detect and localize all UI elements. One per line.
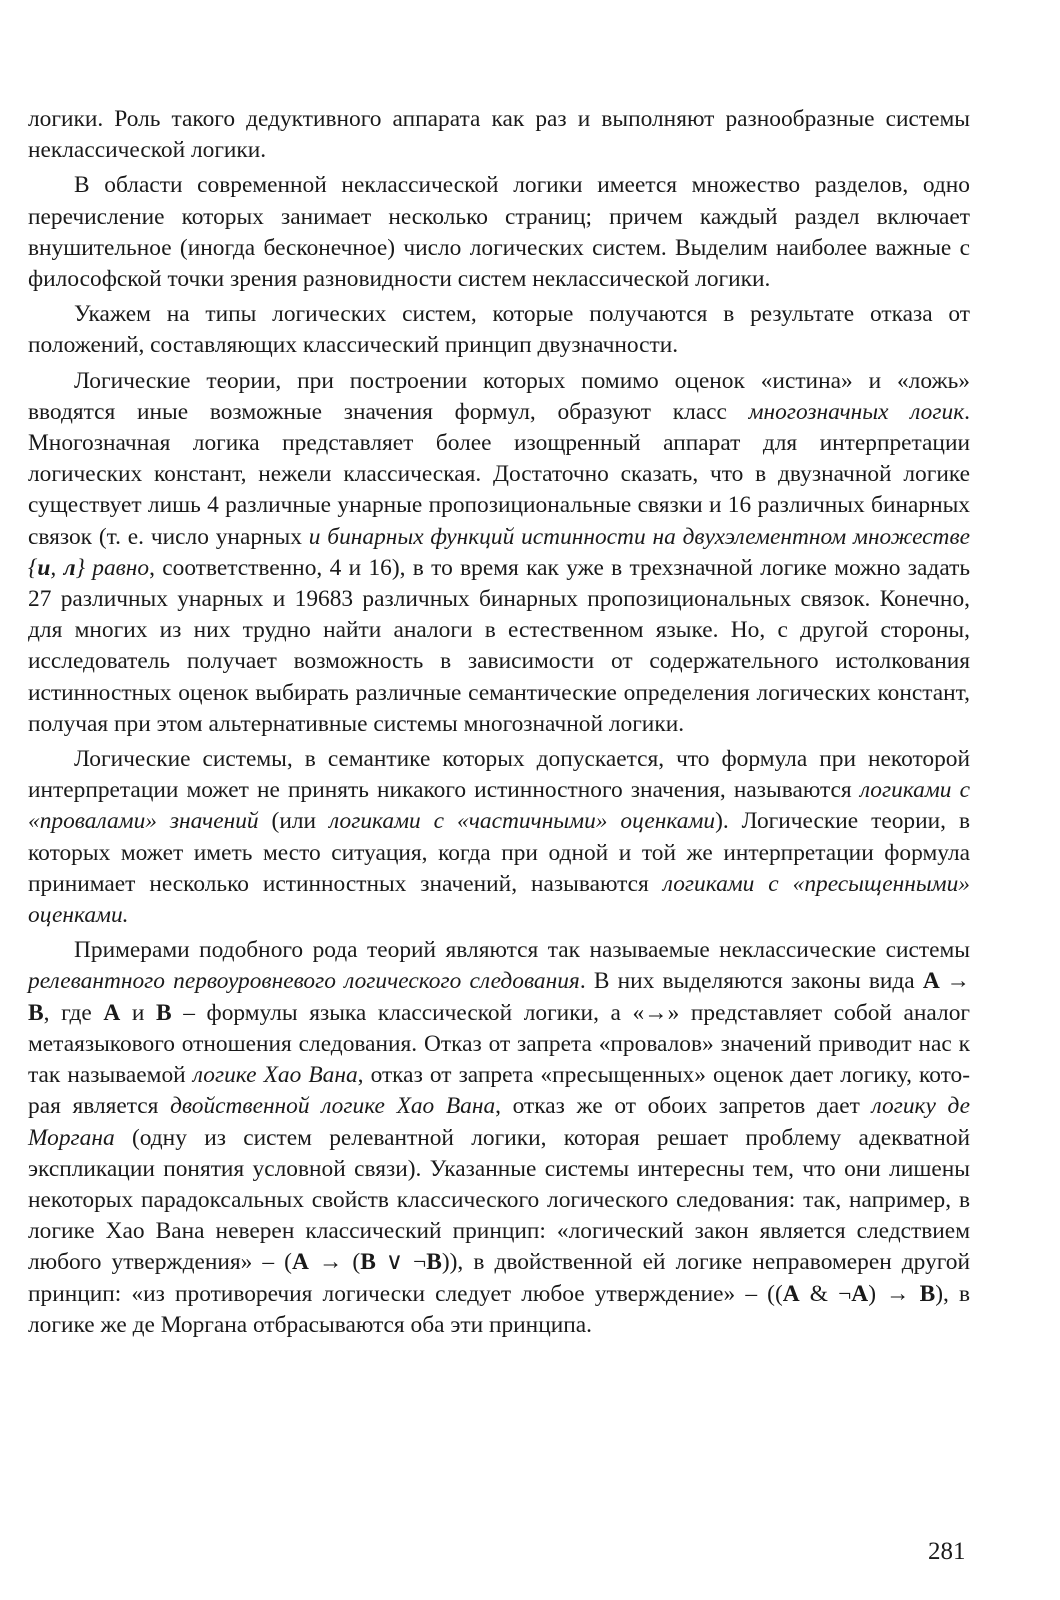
text-segment: – формулы языка классической логики, а «→» представляет собой аналог метаязыкового отношения следования. Отказ от запрета «провалов» значений приводит нас к так называемой [28, 999, 970, 1089]
text-segment: ). Логические теории, в которых может иметь место ситуация, когда при одной и той же интерпретации формула принимает несколько истинностных значений, называются [28, 808, 970, 897]
emphasis-segment: двойственной логике Хао Вана [170, 1093, 496, 1120]
text-segment: . Многозначная логика представляет более изощренный аппарат для интерпретации логических констант, нежели классическая. Достаточно сказать, что в двузначной логике существует лишь 4 различные унарные пропозициональные связки и 16 различных бинарных связок (т. е. число унарных [28, 398, 970, 550]
text-segment: , отказ от запрета «пресыщенных» оценок дает логику, которая является [28, 1062, 970, 1120]
text-segment: и [120, 999, 157, 1026]
text-segment: , соответственно, 4 и 16), в то время как уже в трехзначной логике можно задать 27 различных унарных и 19683 различных бинарных пропозициональных связок. Конечно, для многих из них трудно найти аналоги в естественном языке. Но, с другой стороны, исследователь получает возможность в зависимости от содержательного истолкования истинностных оценок выбирать различные семантические определения логических констант, получая при этом альтернативные системы многозначной логики. [28, 554, 970, 737]
text-segment: & ¬ [799, 1280, 852, 1307]
text-segment: Логические теории, при построении которых помимо оценок «истина» и «ложь» вводятся иные возможные значения формул, образуют класс [28, 367, 970, 425]
paragraph [28, 366, 970, 740]
emphasis-segment: л [63, 554, 76, 581]
text-segment: , отказ же от обоих запретов дает [495, 1093, 872, 1120]
text-segment: (одну из систем релевантной логики, которая решает проблему адекватной экспликации понятия условной связи). Указанные системы интересны тем, что они лишены некоторых парадоксальных свойств классического логического следования: так, например, в логике Хао Вана неверен классический принцип: «логический закон является следствием любого утверждения» – ( [28, 1124, 970, 1276]
text-segment: Укажем на типы логических систем, которые получаются в результате отказа от положений, составляющих классический принцип двузначности. [28, 301, 970, 359]
emphasis-segment: логику де Моргана [28, 1093, 970, 1151]
page-body [28, 104, 970, 1345]
text-segment: )), в двойственной ей логике неправомерен другой принцип: «из противоречия логически следует любое утверждение» – (( [28, 1249, 970, 1307]
paragraph [28, 170, 970, 295]
text-segment: (или [258, 808, 330, 835]
text-segment: → ( [308, 1249, 361, 1276]
formula-segment: A [291, 1249, 309, 1276]
formula-segment: A [851, 1280, 869, 1307]
paragraph [28, 299, 970, 361]
paragraph [28, 935, 970, 1341]
formula-segment: B [919, 1280, 936, 1307]
emphasis-segment: } равно [75, 554, 150, 581]
emphasis-segment: логиками с «провалами» значений [28, 777, 970, 835]
formula-segment: B [360, 1249, 376, 1276]
text-segment: ∨ ¬ [375, 1249, 427, 1276]
emphasis-segment: и [37, 554, 51, 581]
formula-segment: A [782, 1280, 800, 1307]
text-segment: ), в логике же де Моргана отбрасываются оба эти принципа. [28, 1280, 970, 1338]
text-segment: ) → [868, 1280, 920, 1307]
text-segment: . В них выделяются законы вида [579, 968, 923, 995]
emphasis-segment: логиками с «пресыщенными» оценками. [28, 870, 970, 929]
formula-segment: A [103, 999, 121, 1026]
emphasis-segment: и бинарных функций истинности на двухэлементном множестве { [28, 523, 970, 581]
text-segment: Примерами подобного рода теорий являются так называемые неклассические системы [74, 937, 970, 964]
paragraph [28, 744, 970, 931]
emphasis-segment: релевантного первоуровневого логического следования [28, 968, 580, 995]
text-segment: В области современной неклассической логики имеется множество разделов, одно перечисление которых занимает несколько страниц; причем каждый раздел включает внушительное (иногда бесконечное) число логических систем. Выделим наиболее важные с философской точки зрения разновидности систем неклассической логики. [28, 172, 970, 293]
formula-segment: B [426, 1249, 442, 1276]
text-segment: логики. Роль такого дедуктивного аппарата как раз и выполняют разнообразные системы неклассической логики. [28, 106, 970, 164]
paragraph [28, 104, 970, 166]
emphasis-segment: , [50, 554, 64, 581]
emphasis-segment: логиками с «частичными» оценками [329, 808, 716, 835]
formula-segment: B [156, 999, 172, 1026]
text-segment: Логические системы, в семантике которых допускается, что формула при некоторой интерпретации может не принять никакого истинностного значения, называются [28, 746, 970, 804]
page-number: 281 [928, 1538, 966, 1565]
emphasis-segment: логике Хао Вана [192, 1062, 358, 1089]
formula-segment: A → B [28, 968, 971, 1026]
emphasis-segment: многозначных логик [748, 398, 965, 425]
text-segment: , где [43, 999, 104, 1026]
